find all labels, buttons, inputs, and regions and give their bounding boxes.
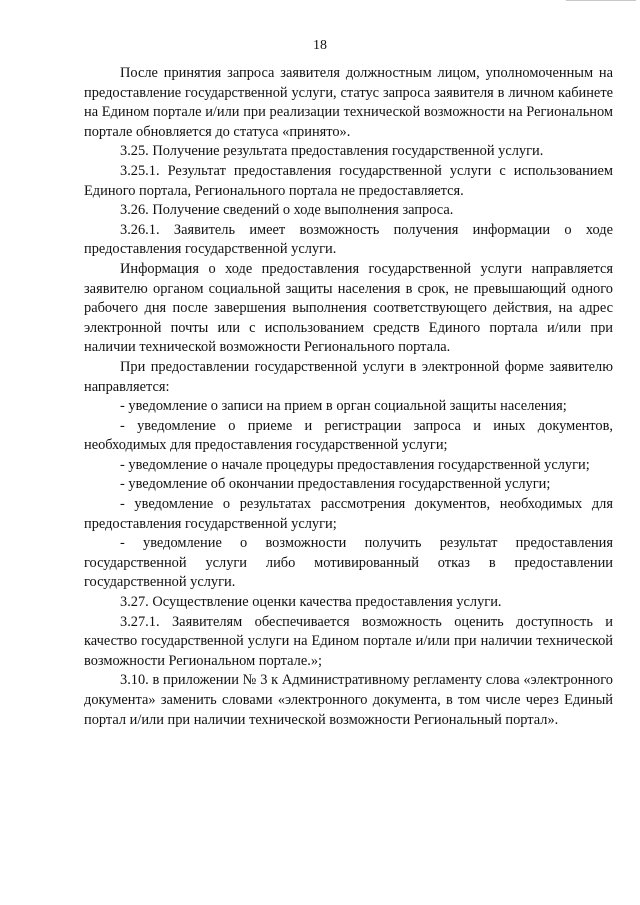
list-item-result-notice: - уведомление о возможности получить результат предоставления государственной услуги либо мотивированный отказ в предоставлении государственной услуги. (84, 535, 613, 591)
paragraph-3-25: 3.25. Получение результата предоставления государственной услуги. (120, 143, 544, 160)
paragraph-3-25-1: 3.25.1. Результат предоставления государственной услуги с использованием Единого портала, Регионального портала не предоставляется. (84, 162, 613, 199)
list-item-end-notice: - уведомление об окончании предоставления государственной услуги; (120, 476, 551, 493)
paragraph-request-status: После принятия запроса заявителя должностным лицом, уполномоченным на предоставление государственной услуги, статус запроса заявителя в личном кабинете на Едином портале и/или при реализации технической возможности на Региональном портале обновляется до статуса «принято». (84, 65, 613, 140)
list-item-review-notice: - уведомление о результатах рассмотрения документов, необходимых для предоставления государственной услуги; (84, 496, 613, 532)
list-item-registration-notice: - уведомление о приеме и регистрации запроса и иных документов, необходимых для предоставления государственной услуги; (84, 417, 613, 454)
paragraph-3-10: 3.10. в приложении № 3 к Административному регламенту слова «электронного документа» заменить словами «электронного документа, в том числе через Единый портал и/или при наличии технической возможности Региональный портал». (84, 672, 613, 728)
paragraph-progress-info: Информация о ходе предоставления государственной услуги направляется заявителю органом социальной защиты населения в срок, не превышающий одного рабочего дня после завершения выполнения соответствующего действия, на адрес электронной почты или с использованием средств Единого портала и/или при наличии технической возможности Регионального портала. (84, 260, 613, 356)
page-number: 18 (313, 38, 327, 53)
paragraph-3-26-1: 3.26.1. Заявитель имеет возможность получения информации о ходе предоставления государственной услуги. (84, 221, 613, 258)
list-item-appointment-notice: - уведомление о записи на прием в орган социальной защиты населения; (120, 398, 567, 415)
scan-edge-mark (566, 0, 636, 5)
paragraph-3-27-1: 3.27.1. Заявителям обеспечивается возможность оценить доступность и качество государственной услуги на Едином портале и/или при наличии технической возможности Региональном портале.»; (84, 613, 613, 669)
paragraph-electronic-form: При предоставлении государственной услуги в электронной форме заявителю направляется: (84, 358, 613, 395)
paragraph-3-27: 3.27. Осуществление оценки качества предоставления услуги. (120, 594, 502, 611)
document-body (84, 64, 613, 730)
paragraph-3-26: 3.26. Получение сведений о ходе выполнения запроса. (120, 202, 454, 219)
list-item-start-notice: - уведомление о начале процедуры предоставления государственной услуги; (120, 456, 590, 473)
